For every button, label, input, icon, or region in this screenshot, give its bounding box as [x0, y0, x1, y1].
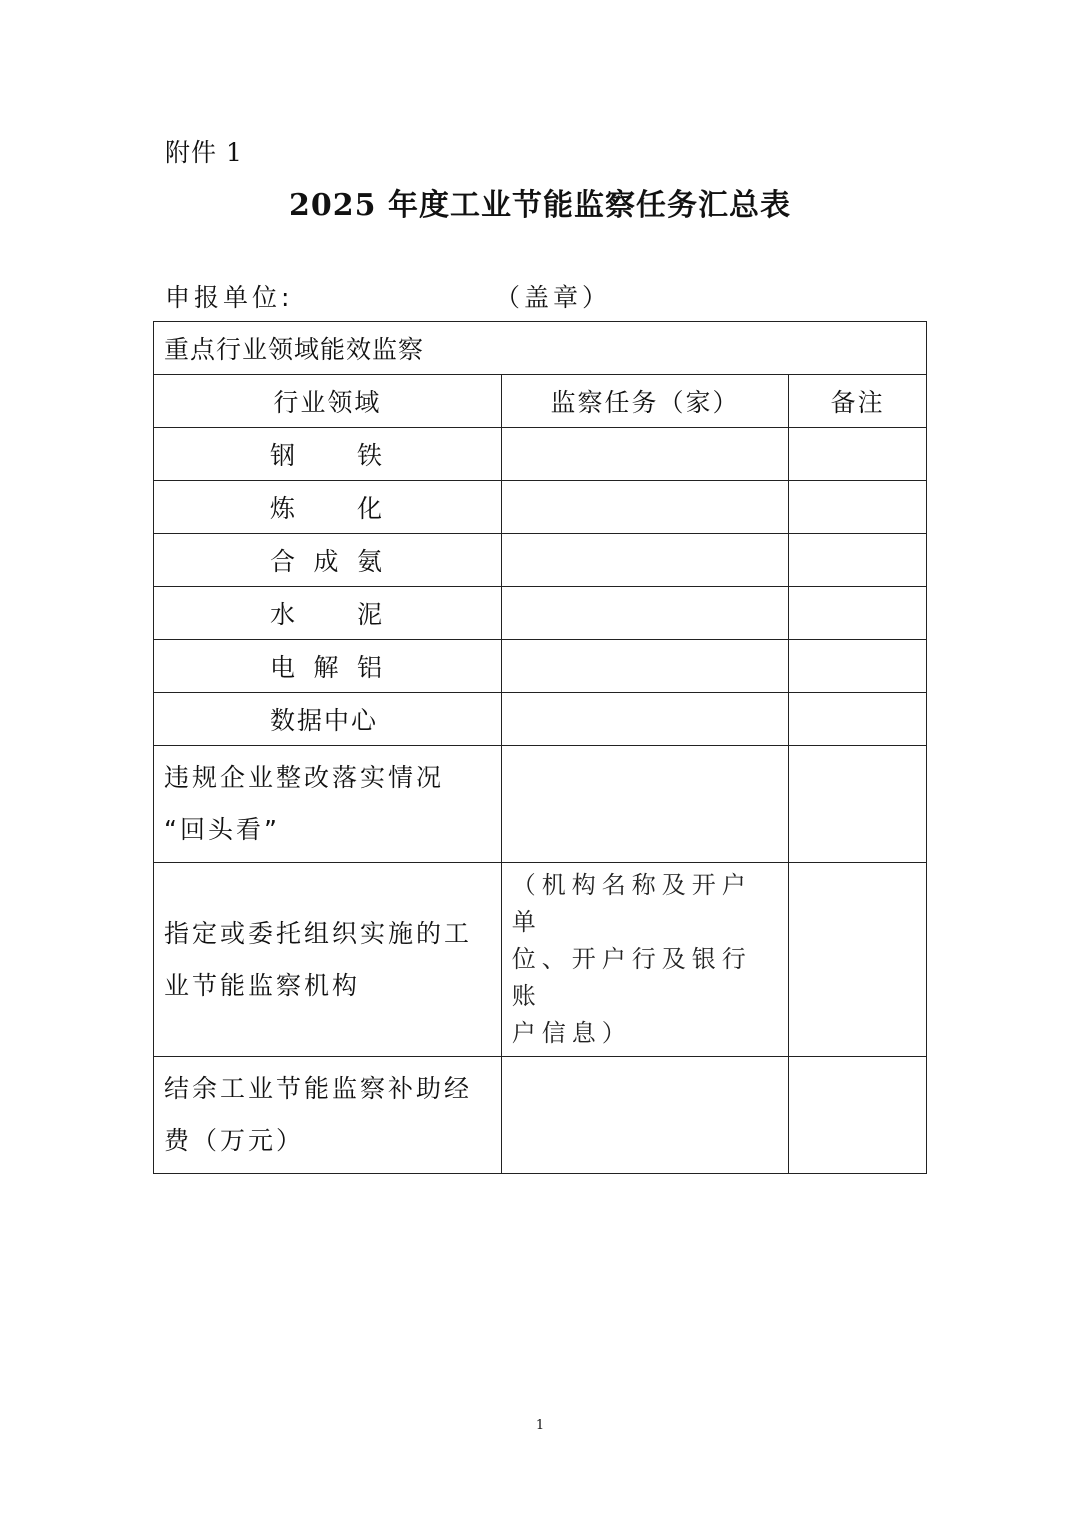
attachment-label: 附件 1: [165, 138, 243, 167]
industry-cement: [154, 587, 502, 640]
rectification-label-line: 违规企业整改落实情况: [164, 763, 445, 792]
industry-char: 氨: [356, 547, 384, 576]
table-row: [154, 693, 927, 746]
industry-char: 泥: [356, 600, 384, 629]
institution-label-line: 业节能监察机构: [164, 970, 361, 1000]
task-cell[interactable]: [501, 428, 789, 481]
subsidy-row: [154, 1057, 927, 1174]
industry-char: 化: [356, 494, 384, 523]
industry-char: 炼: [270, 494, 298, 523]
industry-refining: [154, 481, 502, 534]
industry-char: 铝: [356, 653, 384, 682]
table-row: [154, 428, 927, 481]
subsidy-label-line: 费（万元）: [164, 1126, 305, 1155]
notes-cell[interactable]: [789, 587, 927, 640]
notes-cell[interactable]: [789, 481, 927, 534]
subsidy-label-line: 结余工业节能监察补助经: [164, 1074, 473, 1103]
industry-steel: [154, 428, 502, 481]
notes-cell[interactable]: [789, 693, 927, 746]
reporting-unit-label: 申报单位:: [165, 283, 294, 312]
institution-label-line: 指定或委托组织实施的工: [164, 918, 473, 948]
industry-char: 水: [270, 600, 298, 629]
header-row: [154, 375, 927, 428]
section-row: [154, 322, 927, 375]
task-cell[interactable]: [501, 640, 789, 693]
industry-aluminum: [154, 640, 502, 693]
industry-char: 成: [313, 547, 341, 576]
institution-info-line: 位、开户行及银行账: [511, 945, 752, 1010]
notes-cell[interactable]: [789, 746, 927, 863]
column-header-notes: 备注: [789, 375, 927, 428]
table-row: [154, 640, 927, 693]
seal-label: （盖章）: [495, 283, 612, 312]
institution-label: [154, 863, 502, 1057]
notes-cell[interactable]: [789, 640, 927, 693]
industry-data-center: 数据中心: [154, 693, 502, 746]
institution-row: [154, 863, 927, 1057]
industry-char: 钢: [270, 441, 298, 470]
page-title: 2025 年度工业节能监察任务汇总表: [289, 188, 791, 223]
industry-char: 合: [270, 547, 298, 576]
institution-info-line: （机构名称及开户单: [511, 871, 752, 936]
task-cell[interactable]: [501, 693, 789, 746]
industry-char: 铁: [356, 441, 384, 470]
page-number: 1: [535, 1418, 545, 1433]
table-row: [154, 587, 927, 640]
summary-table: [153, 321, 927, 1174]
section-title: 重点行业领域能效监察: [154, 322, 927, 375]
rectification-row: [154, 746, 927, 863]
industry-char: 解: [313, 653, 341, 682]
subsidy-value-cell[interactable]: [501, 1057, 789, 1174]
notes-cell[interactable]: [789, 1057, 927, 1174]
task-cell[interactable]: [501, 587, 789, 640]
rectification-value-cell[interactable]: [501, 746, 789, 863]
task-cell[interactable]: [501, 534, 789, 587]
institution-info-line: 户信息）: [511, 1019, 632, 1047]
rectification-label-line: “回头看”: [164, 815, 280, 844]
notes-cell[interactable]: [789, 863, 927, 1057]
table-row: [154, 481, 927, 534]
column-header-tasks: 监察任务（家）: [501, 375, 789, 428]
subsidy-label: [154, 1057, 502, 1174]
notes-cell[interactable]: [789, 428, 927, 481]
column-header-industry: 行业领域: [154, 375, 502, 428]
industry-ammonia: [154, 534, 502, 587]
industry-char: 电: [270, 653, 298, 682]
table-row: [154, 534, 927, 587]
task-cell[interactable]: [501, 481, 789, 534]
institution-info-cell[interactable]: [501, 863, 789, 1057]
notes-cell[interactable]: [789, 534, 927, 587]
rectification-label: [154, 746, 502, 863]
reporting-unit-row: [165, 278, 925, 314]
